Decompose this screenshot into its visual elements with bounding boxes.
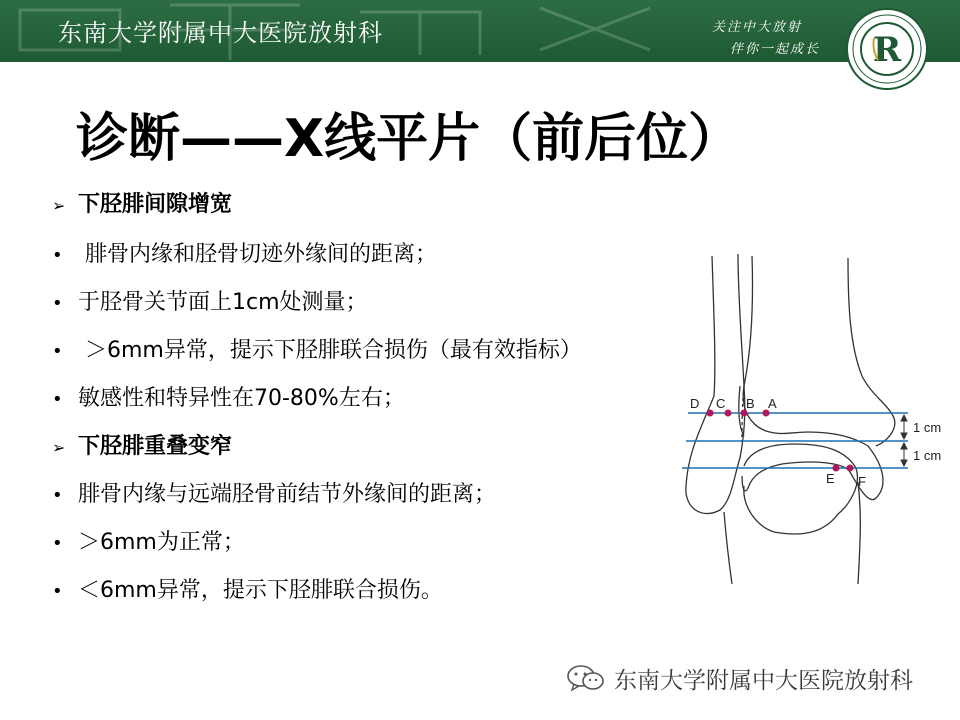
bullet-text: ＜6mm异常，提示下胫腓联合损伤。 [78, 578, 443, 603]
dot-bullet-icon: • [52, 293, 63, 314]
institution-title: 东南大学附属中大医院放射科 [58, 19, 383, 47]
bullet-item [52, 286, 368, 320]
dot-bullet-icon: • [52, 485, 63, 506]
ankle-ap-diagram [672, 236, 952, 596]
point-c [725, 410, 732, 417]
label-a: A [768, 396, 777, 411]
dot-bullet-icon: • [52, 245, 63, 266]
bullet-text: 下胫腓重叠变窄 [78, 434, 233, 459]
wechat-icon [566, 663, 606, 693]
bullet-text: 敏感性和特异性在70-80%左右； [78, 386, 405, 411]
logo-letter: R [872, 30, 902, 70]
point-d [707, 410, 714, 417]
bullet-text: 腓骨内缘和胫骨切迹外缘间的距离； [78, 242, 437, 267]
bullet-heading-widening [52, 188, 232, 222]
bullet-item [52, 334, 582, 368]
dimension-label-upper: 1 cm [913, 420, 942, 435]
arrow-bullet-icon: ➢ [52, 196, 66, 215]
bullet-item [52, 574, 443, 608]
label-b: B [746, 396, 755, 411]
point-f [847, 465, 854, 472]
arrow-bullet-icon: ➢ [52, 438, 66, 457]
bullet-text: 下胫腓间隙增宽 [78, 192, 233, 217]
wechat-watermark [566, 660, 913, 696]
tibia-medial-outline [848, 258, 895, 446]
bullet-text: ＞6mm异常，提示下胫腓联合损伤（最有效指标） [78, 338, 582, 363]
label-e: E [826, 471, 835, 486]
bullet-heading-narrowing [52, 430, 232, 464]
dot-bullet-icon: • [52, 341, 63, 362]
fibula-outline [686, 254, 745, 514]
bullet-text: 腓骨内缘与远端胫骨前结节外缘间的距离； [78, 482, 497, 507]
bone-outlines [686, 254, 895, 584]
bullet-item [52, 238, 437, 272]
bullet-item [52, 478, 496, 512]
label-d: D [690, 396, 700, 411]
measurement-lines [682, 413, 908, 468]
slide-title: 诊断——X线平片（前后位） [76, 109, 741, 169]
hospital-logo [846, 8, 928, 90]
label-c: C [716, 396, 726, 411]
watermark-text: 东南大学附属中大医院放射科 [614, 667, 913, 694]
dot-bullet-icon: • [52, 389, 63, 410]
bullet-item [52, 526, 245, 560]
bullet-text: ＞6mm为正常； [78, 530, 245, 555]
tibia-outline [742, 256, 883, 500]
dot-bullet-icon: • [52, 533, 63, 554]
header-banner [0, 0, 960, 62]
bullet-item [52, 382, 405, 416]
bullet-text: 于胫骨关节面上1cm处测量； [78, 290, 368, 315]
dimension-label-lower: 1 cm [913, 448, 942, 463]
slogan-line-1: 关注中大放射 [712, 20, 803, 35]
slogan-line-2: 伴你一起成长 [730, 42, 821, 57]
talus-outline [744, 444, 858, 534]
dot-bullet-icon: • [52, 581, 63, 602]
label-f: F [858, 474, 866, 489]
